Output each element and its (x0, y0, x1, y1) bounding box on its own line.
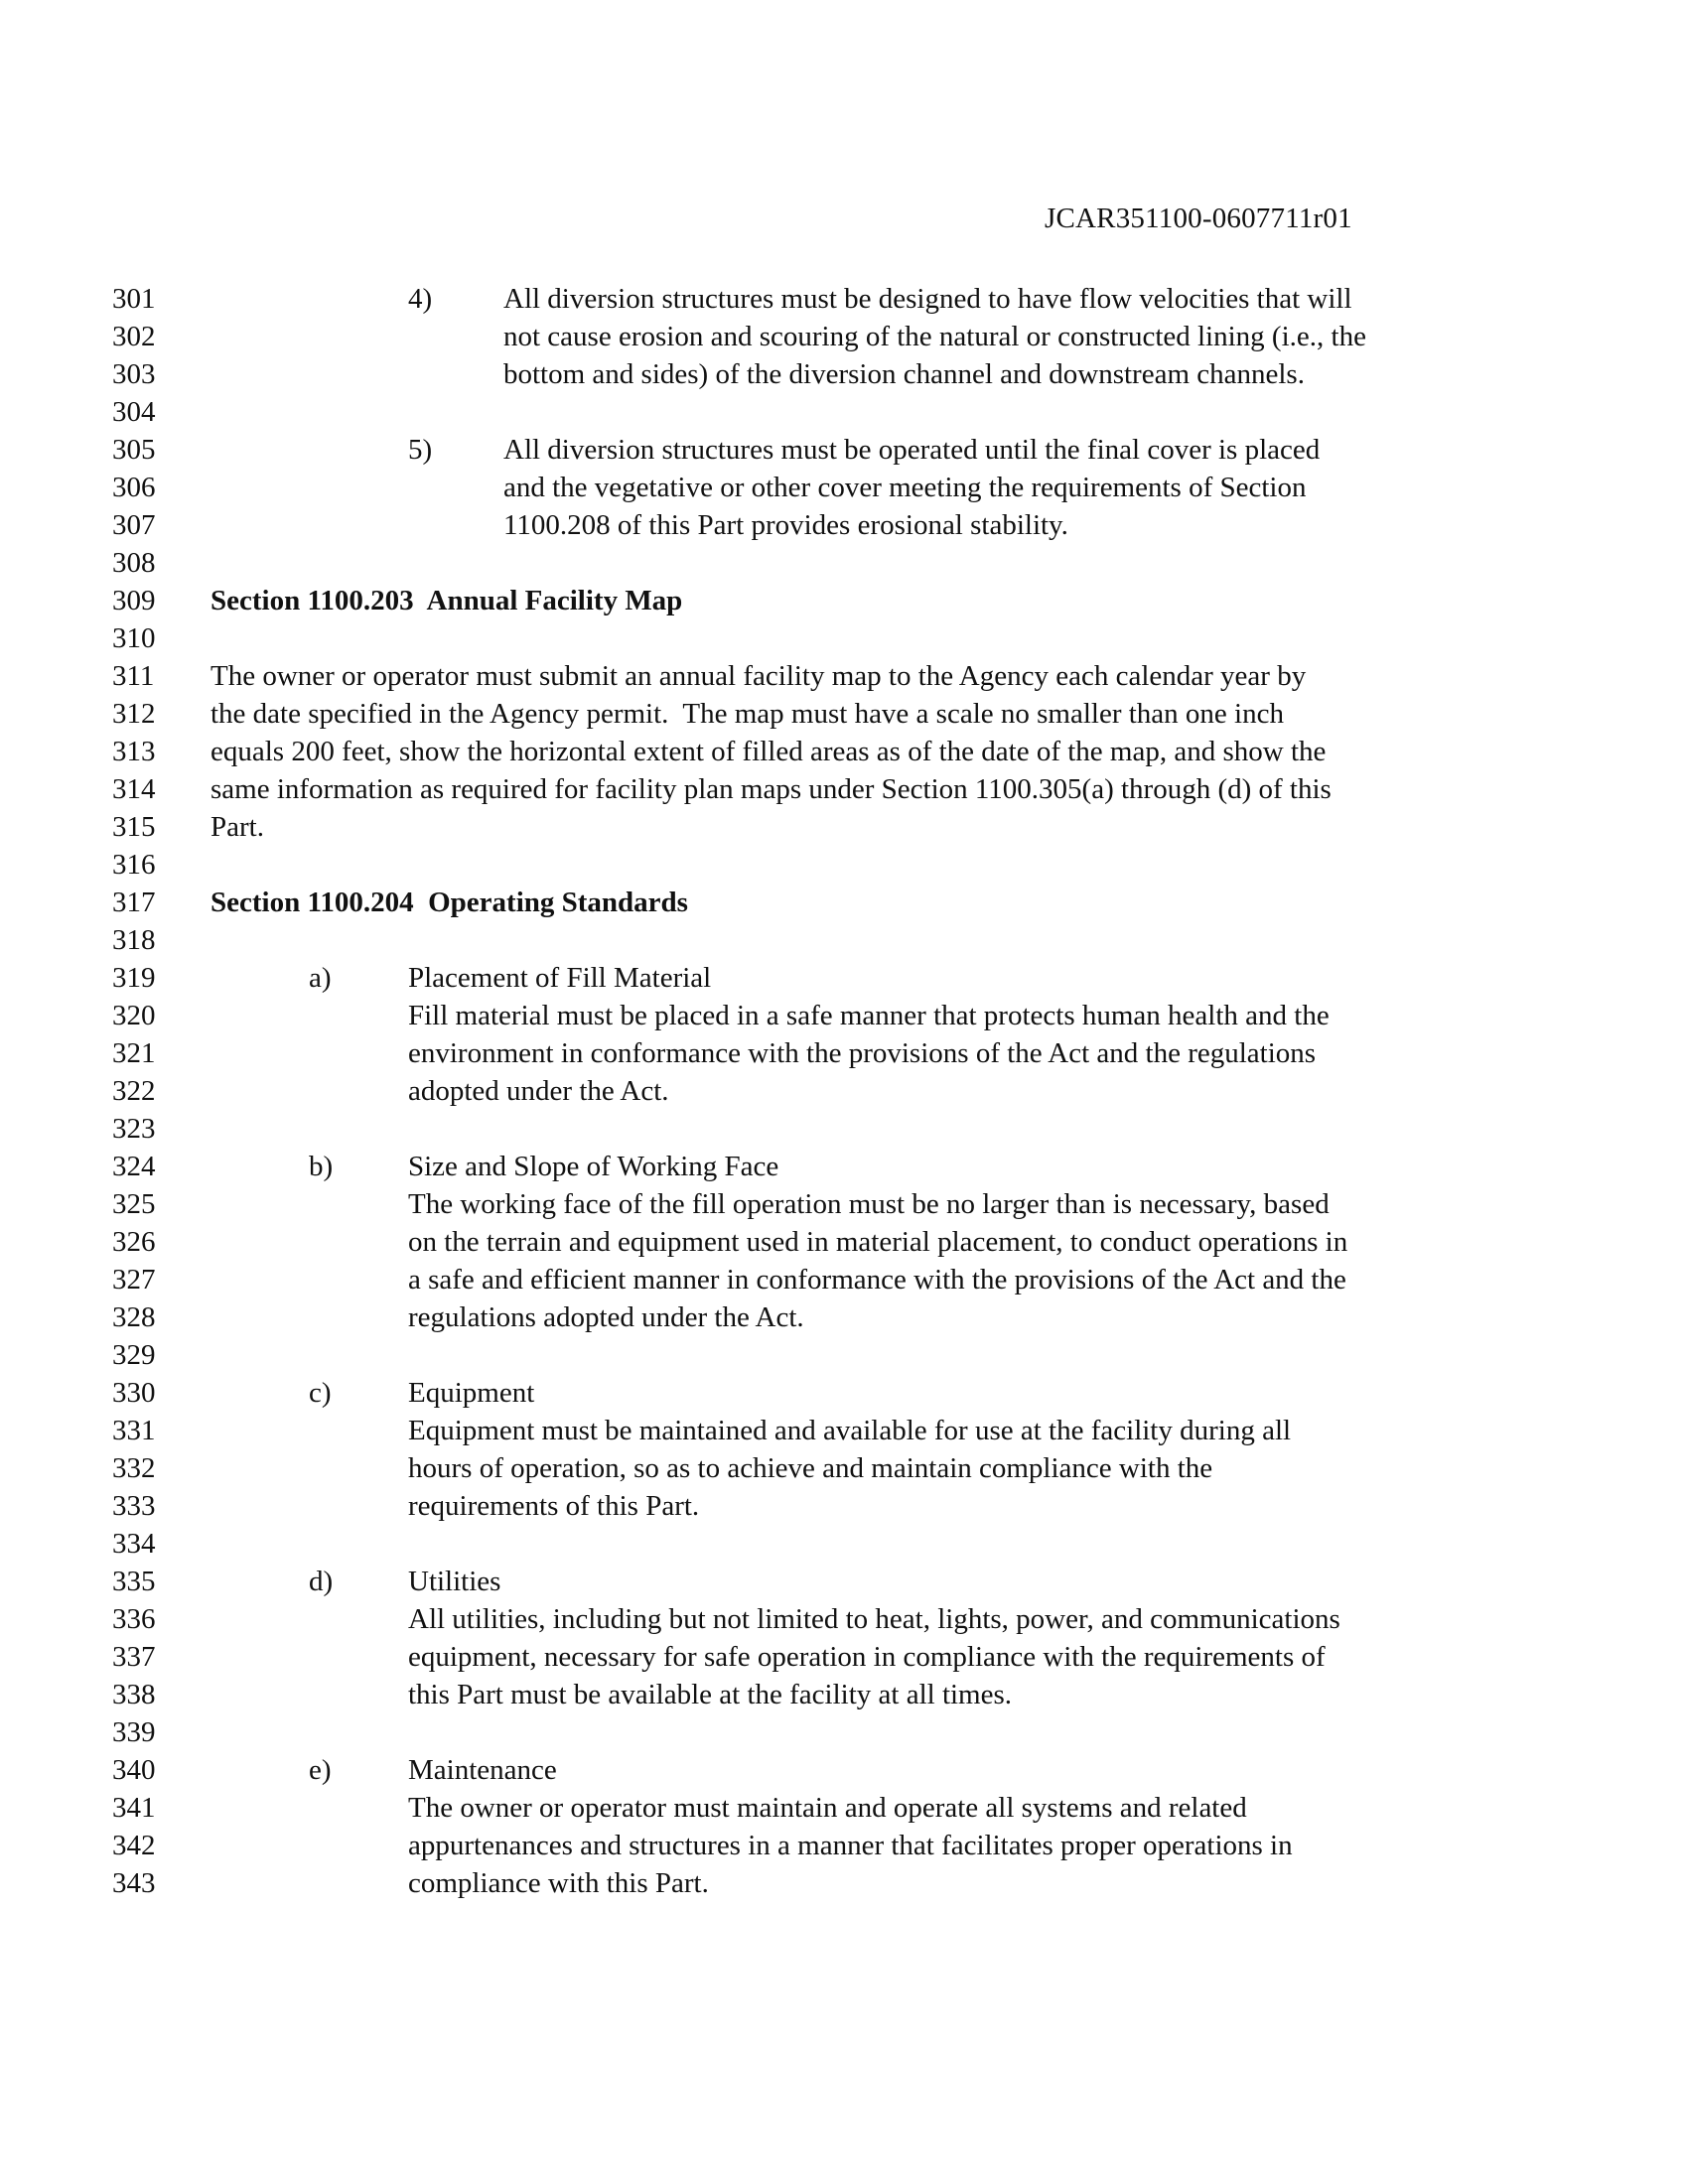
line-text: the date specified in the Agency permit. The map must have a scale no smaller than one inch (210, 698, 1284, 730)
item-marker: d) (309, 1566, 334, 1597)
subsection-title: Placement of Fill Material (408, 962, 712, 994)
line-number: 330 (112, 1377, 156, 1409)
line-text: The owner or operator must maintain and operate all systems and related (408, 1792, 1247, 1824)
line-text: equals 200 feet, show the horizontal extent of filled areas as of the date of the map, and show the (210, 736, 1327, 767)
line-number: 326 (112, 1226, 156, 1258)
line-number: 342 (112, 1830, 156, 1861)
line-text: Part. (210, 811, 264, 843)
line-number: 314 (112, 773, 156, 805)
line-number: 329 (112, 1339, 156, 1371)
line-text: this Part must be available at the facility at all times. (408, 1679, 1013, 1710)
line-number: 343 (112, 1867, 156, 1899)
line-text: All diversion structures must be designed to have flow velocities that will (503, 283, 1352, 315)
line-text: regulations adopted under the Act. (408, 1301, 804, 1333)
line-number: 328 (112, 1301, 156, 1333)
item-marker: e) (309, 1754, 332, 1786)
line-text: Fill material must be placed in a safe manner that protects human health and the (408, 1000, 1330, 1031)
line-number: 338 (112, 1679, 156, 1710)
line-number: 325 (112, 1188, 156, 1220)
item-marker: 4) (408, 283, 433, 315)
line-number: 301 (112, 283, 156, 315)
line-text: a safe and efficient manner in conformance with the provisions of the Act and the (408, 1264, 1346, 1296)
line-number: 320 (112, 1000, 156, 1031)
line-number: 324 (112, 1151, 156, 1182)
subsection-title: Equipment (408, 1377, 535, 1409)
line-number: 334 (112, 1528, 156, 1560)
line-number: 336 (112, 1603, 156, 1635)
line-text: equipment, necessary for safe operation in compliance with the requirements of (408, 1641, 1326, 1673)
line-text: hours of operation, so as to achieve and maintain compliance with the (408, 1452, 1213, 1484)
subsection-title: Maintenance (408, 1754, 557, 1786)
line-text: All utilities, including but not limited to heat, lights, power, and communications (408, 1603, 1340, 1635)
line-number: 333 (112, 1490, 156, 1522)
line-text: on the terrain and equipment used in material placement, to conduct operations in (408, 1226, 1348, 1258)
line-number: 307 (112, 509, 156, 541)
line-text: and the vegetative or other cover meeting the requirements of Section (503, 472, 1307, 503)
line-number: 306 (112, 472, 156, 503)
item-marker: a) (309, 962, 332, 994)
line-number: 340 (112, 1754, 156, 1786)
line-number: 310 (112, 622, 156, 654)
line-text: compliance with this Part. (408, 1867, 709, 1899)
line-number: 315 (112, 811, 156, 843)
line-number: 327 (112, 1264, 156, 1296)
section-heading: Section 1100.204 Operating Standards (210, 887, 688, 918)
line-number: 332 (112, 1452, 156, 1484)
line-number: 335 (112, 1566, 156, 1597)
line-number: 323 (112, 1113, 156, 1145)
line-number: 321 (112, 1037, 156, 1069)
line-number: 337 (112, 1641, 156, 1673)
item-marker: b) (309, 1151, 334, 1182)
subsection-title: Size and Slope of Working Face (408, 1151, 779, 1182)
line-number: 312 (112, 698, 156, 730)
line-number: 304 (112, 396, 156, 428)
line-text: All diversion structures must be operated until the final cover is placed (503, 434, 1321, 466)
line-text: requirements of this Part. (408, 1490, 700, 1522)
line-number: 316 (112, 849, 156, 881)
document-code: JCAR351100-0607711r01 (1045, 203, 1352, 234)
line-number: 303 (112, 358, 156, 390)
line-number: 302 (112, 321, 156, 352)
line-number: 309 (112, 585, 156, 616)
line-number: 308 (112, 547, 156, 579)
line-text: The working face of the fill operation must be no larger than is necessary, based (408, 1188, 1330, 1220)
line-text: same information as required for facility plan maps under Section 1100.305(a) through (d) of this (210, 773, 1332, 805)
line-text: appurtenances and structures in a manner that facilitates proper operations in (408, 1830, 1293, 1861)
section-heading: Section 1100.203 Annual Facility Map (210, 585, 683, 616)
line-text: environment in conformance with the provisions of the Act and the regulations (408, 1037, 1317, 1069)
line-number: 313 (112, 736, 156, 767)
line-number: 322 (112, 1075, 156, 1107)
line-number: 311 (112, 660, 155, 692)
line-number: 331 (112, 1415, 156, 1446)
line-text: not cause erosion and scouring of the natural or constructed lining (i.e., the (503, 321, 1366, 352)
line-text: The owner or operator must submit an annual facility map to the Agency each calendar year by (210, 660, 1307, 692)
line-number: 341 (112, 1792, 156, 1824)
line-number: 317 (112, 887, 156, 918)
line-text: adopted under the Act. (408, 1075, 669, 1107)
line-number: 319 (112, 962, 156, 994)
subsection-title: Utilities (408, 1566, 501, 1597)
line-number: 305 (112, 434, 156, 466)
line-text: bottom and sides) of the diversion channel and downstream channels. (503, 358, 1305, 390)
line-text: 1100.208 of this Part provides erosional stability. (503, 509, 1068, 541)
line-number: 339 (112, 1716, 156, 1748)
line-text: Equipment must be maintained and available for use at the facility during all (408, 1415, 1292, 1446)
line-number: 318 (112, 924, 156, 956)
item-marker: c) (309, 1377, 332, 1409)
item-marker: 5) (408, 434, 433, 466)
